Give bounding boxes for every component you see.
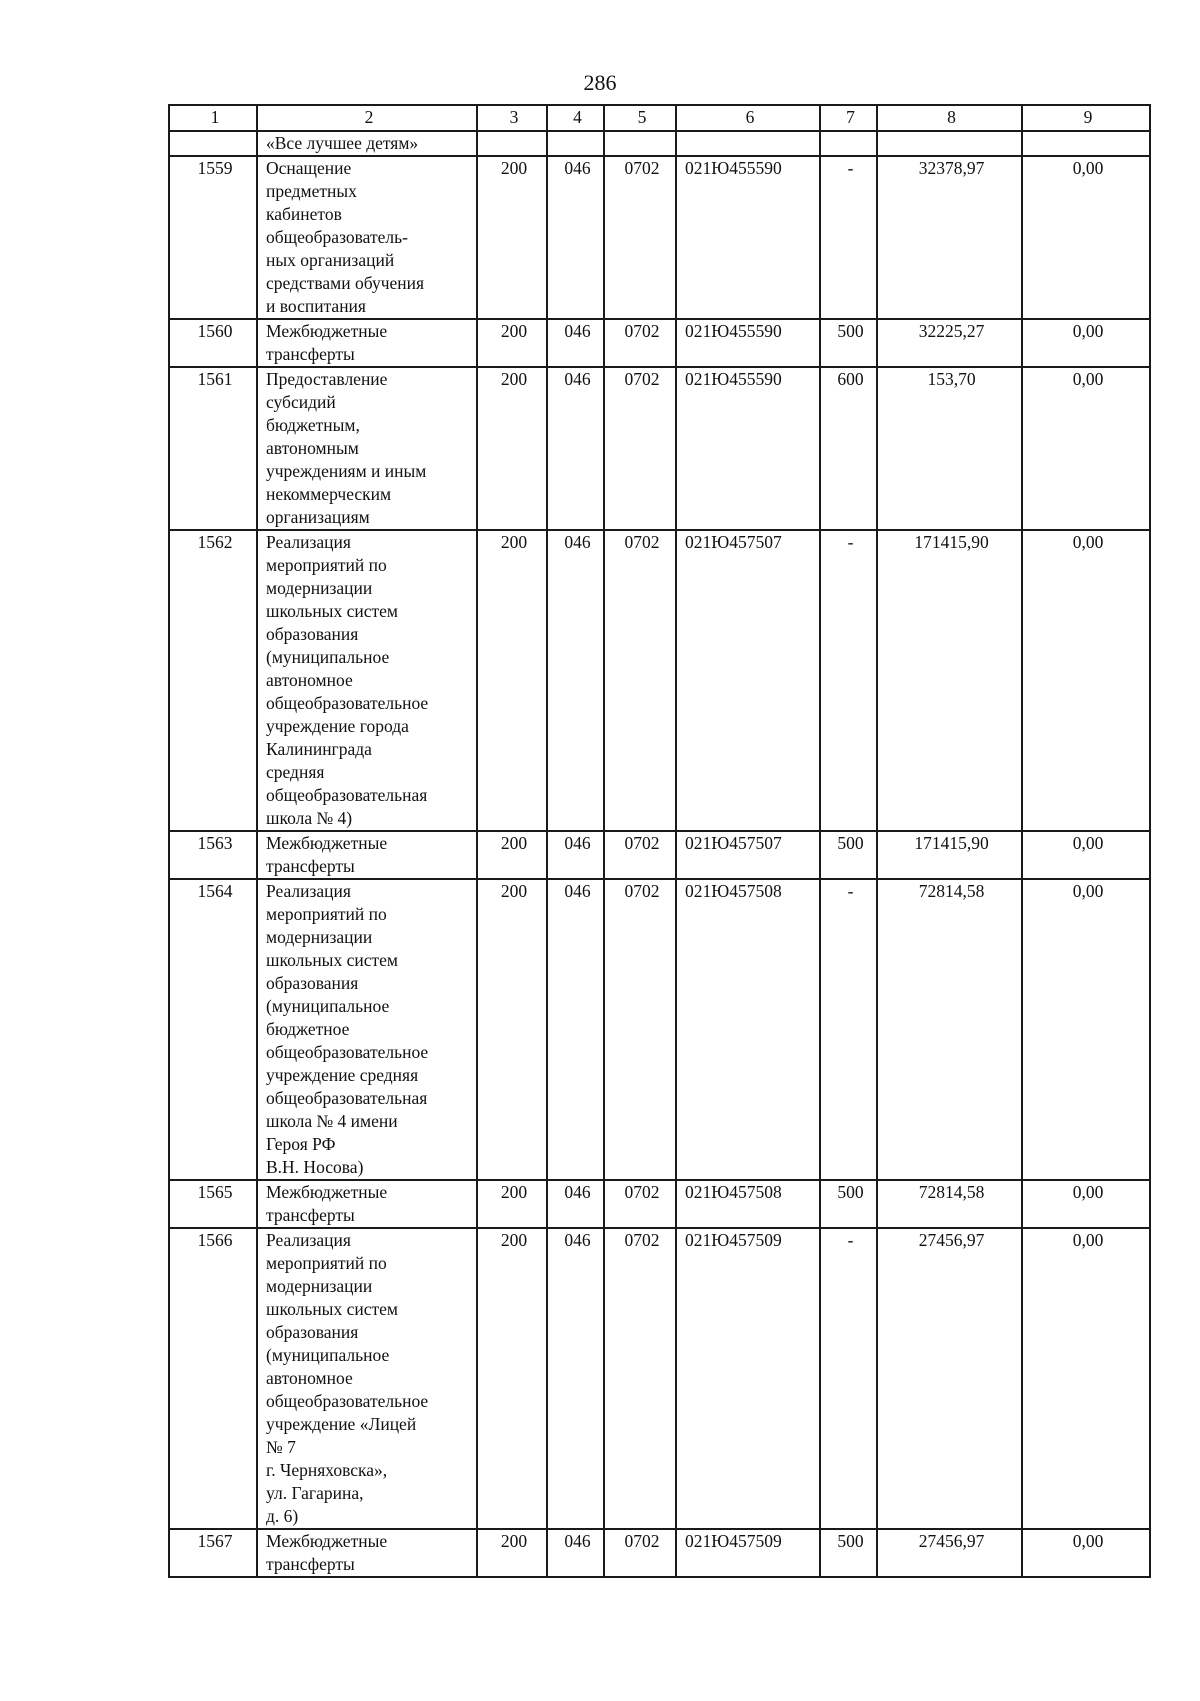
column-header: 9 xyxy=(1022,105,1150,131)
code-4-cell: 046 xyxy=(547,1529,604,1577)
code-3-cell xyxy=(477,131,547,156)
item-name-cell: Межбюджетные трансферты xyxy=(257,319,477,367)
code-7-cell: - xyxy=(820,156,877,319)
code-4-cell: 046 xyxy=(547,831,604,879)
amount-8-cell: 153,70 xyxy=(877,367,1022,530)
amount-9-cell: 0,00 xyxy=(1022,1228,1150,1529)
item-name-cell: Реализация мероприятий по модернизации школьных систем образования (муниципальное автономное общеобразовательное учреждение «Лицей № 7 г. Черняховска», ул. Гагарина, д. 6) xyxy=(257,1228,477,1529)
row-number-cell: 1567 xyxy=(169,1529,257,1577)
code-6-cell: 021Ю455590 xyxy=(676,367,820,530)
code-5-cell: 0702 xyxy=(604,530,676,831)
column-header: 2 xyxy=(257,105,477,131)
row-number-cell: 1563 xyxy=(169,831,257,879)
table-body xyxy=(169,131,1150,1577)
table-row xyxy=(169,831,1150,879)
code-3-cell: 200 xyxy=(477,367,547,530)
amount-9-cell: 0,00 xyxy=(1022,1180,1150,1228)
amount-8-cell: 171415,90 xyxy=(877,831,1022,879)
row-number-cell: 1559 xyxy=(169,156,257,319)
amount-9-cell: 0,00 xyxy=(1022,530,1150,831)
code-7-cell: 500 xyxy=(820,831,877,879)
code-6-cell: 021Ю457509 xyxy=(676,1228,820,1529)
page-number: 286 xyxy=(583,70,617,95)
item-name-cell: Оснащение предметных кабинетов общеобразователь- ных организаций средствами обучения и воспитания xyxy=(257,156,477,319)
table-row xyxy=(169,367,1150,530)
code-5-cell: 0702 xyxy=(604,1529,676,1577)
item-name-cell: Реализация мероприятий по модернизации школьных систем образования (муниципальное бюджетное общеобразовательное учреждение средняя общеобразовательная школа № 4 имени Героя РФ В.Н. Носова) xyxy=(257,879,477,1180)
amount-8-cell: 72814,58 xyxy=(877,879,1022,1180)
row-number-cell: 1566 xyxy=(169,1228,257,1529)
code-5-cell: 0702 xyxy=(604,1228,676,1529)
code-3-cell: 200 xyxy=(477,530,547,831)
table-row xyxy=(169,1228,1150,1529)
table-row xyxy=(169,131,1150,156)
row-number-cell: 1560 xyxy=(169,319,257,367)
column-header: 5 xyxy=(604,105,676,131)
table-row xyxy=(169,1180,1150,1228)
table-row xyxy=(169,156,1150,319)
code-3-cell: 200 xyxy=(477,1529,547,1577)
amount-8-cell: 32225,27 xyxy=(877,319,1022,367)
code-7-cell xyxy=(820,131,877,156)
amount-8-cell: 72814,58 xyxy=(877,1180,1022,1228)
item-name-cell: Реализация мероприятий по модернизации школьных систем образования (муниципальное автономное общеобразовательное учреждение города Калининграда средняя общеобразовательная школа № 4) xyxy=(257,530,477,831)
column-header: 1 xyxy=(169,105,257,131)
column-header: 7 xyxy=(820,105,877,131)
code-7-cell: 500 xyxy=(820,1180,877,1228)
row-number-cell: 1561 xyxy=(169,367,257,530)
amount-9-cell: 0,00 xyxy=(1022,1529,1150,1577)
amount-8-cell: 27456,97 xyxy=(877,1529,1022,1577)
code-5-cell: 0702 xyxy=(604,831,676,879)
code-6-cell: 021Ю455590 xyxy=(676,319,820,367)
code-3-cell: 200 xyxy=(477,319,547,367)
code-5-cell xyxy=(604,131,676,156)
code-6-cell: 021Ю457507 xyxy=(676,530,820,831)
code-5-cell: 0702 xyxy=(604,1180,676,1228)
amount-8-cell: 32378,97 xyxy=(877,156,1022,319)
code-4-cell xyxy=(547,131,604,156)
amount-9-cell: 0,00 xyxy=(1022,319,1150,367)
code-6-cell: 021Ю455590 xyxy=(676,156,820,319)
code-6-cell xyxy=(676,131,820,156)
code-5-cell: 0702 xyxy=(604,319,676,367)
code-7-cell: - xyxy=(820,1228,877,1529)
code-3-cell: 200 xyxy=(477,1180,547,1228)
amount-8-cell: 171415,90 xyxy=(877,530,1022,831)
code-7-cell: - xyxy=(820,530,877,831)
code-6-cell: 021Ю457507 xyxy=(676,831,820,879)
code-6-cell: 021Ю457508 xyxy=(676,879,820,1180)
code-4-cell: 046 xyxy=(547,1180,604,1228)
code-5-cell: 0702 xyxy=(604,156,676,319)
item-name-cell: Предоставление субсидий бюджетным, автономным учреждениям и иным некоммерческим организациям xyxy=(257,367,477,530)
code-6-cell: 021Ю457508 xyxy=(676,1180,820,1228)
code-4-cell: 046 xyxy=(547,319,604,367)
table-row xyxy=(169,879,1150,1180)
amount-9-cell xyxy=(1022,131,1150,156)
column-header: 4 xyxy=(547,105,604,131)
column-header: 3 xyxy=(477,105,547,131)
code-7-cell: 500 xyxy=(820,319,877,367)
budget-table xyxy=(168,104,1151,1578)
row-number-cell: 1565 xyxy=(169,1180,257,1228)
amount-8-cell xyxy=(877,131,1022,156)
code-5-cell: 0702 xyxy=(604,367,676,530)
amount-9-cell: 0,00 xyxy=(1022,831,1150,879)
item-name-cell: Межбюджетные трансферты xyxy=(257,1529,477,1577)
item-name-cell: Межбюджетные трансферты xyxy=(257,831,477,879)
code-4-cell: 046 xyxy=(547,530,604,831)
code-4-cell: 046 xyxy=(547,367,604,530)
code-7-cell: - xyxy=(820,879,877,1180)
row-number-cell: 1564 xyxy=(169,879,257,1180)
column-header: 8 xyxy=(877,105,1022,131)
code-6-cell: 021Ю457509 xyxy=(676,1529,820,1577)
amount-8-cell: 27456,97 xyxy=(877,1228,1022,1529)
amount-9-cell: 0,00 xyxy=(1022,367,1150,530)
row-number-cell xyxy=(169,131,257,156)
amount-9-cell: 0,00 xyxy=(1022,156,1150,319)
code-3-cell: 200 xyxy=(477,156,547,319)
table-row xyxy=(169,319,1150,367)
code-3-cell: 200 xyxy=(477,879,547,1180)
amount-9-cell: 0,00 xyxy=(1022,879,1150,1180)
row-number-cell: 1562 xyxy=(169,530,257,831)
code-3-cell: 200 xyxy=(477,831,547,879)
header-row xyxy=(169,105,1150,131)
item-name-cell: Межбюджетные трансферты xyxy=(257,1180,477,1228)
code-4-cell: 046 xyxy=(547,156,604,319)
code-7-cell: 500 xyxy=(820,1529,877,1577)
code-3-cell: 200 xyxy=(477,1228,547,1529)
table-row xyxy=(169,1529,1150,1577)
table-row xyxy=(169,530,1150,831)
code-5-cell: 0702 xyxy=(604,879,676,1180)
code-7-cell: 600 xyxy=(820,367,877,530)
column-header: 6 xyxy=(676,105,820,131)
code-4-cell: 046 xyxy=(547,879,604,1180)
code-4-cell: 046 xyxy=(547,1228,604,1529)
item-name-cell: «Все лучшее детям» xyxy=(257,131,477,156)
